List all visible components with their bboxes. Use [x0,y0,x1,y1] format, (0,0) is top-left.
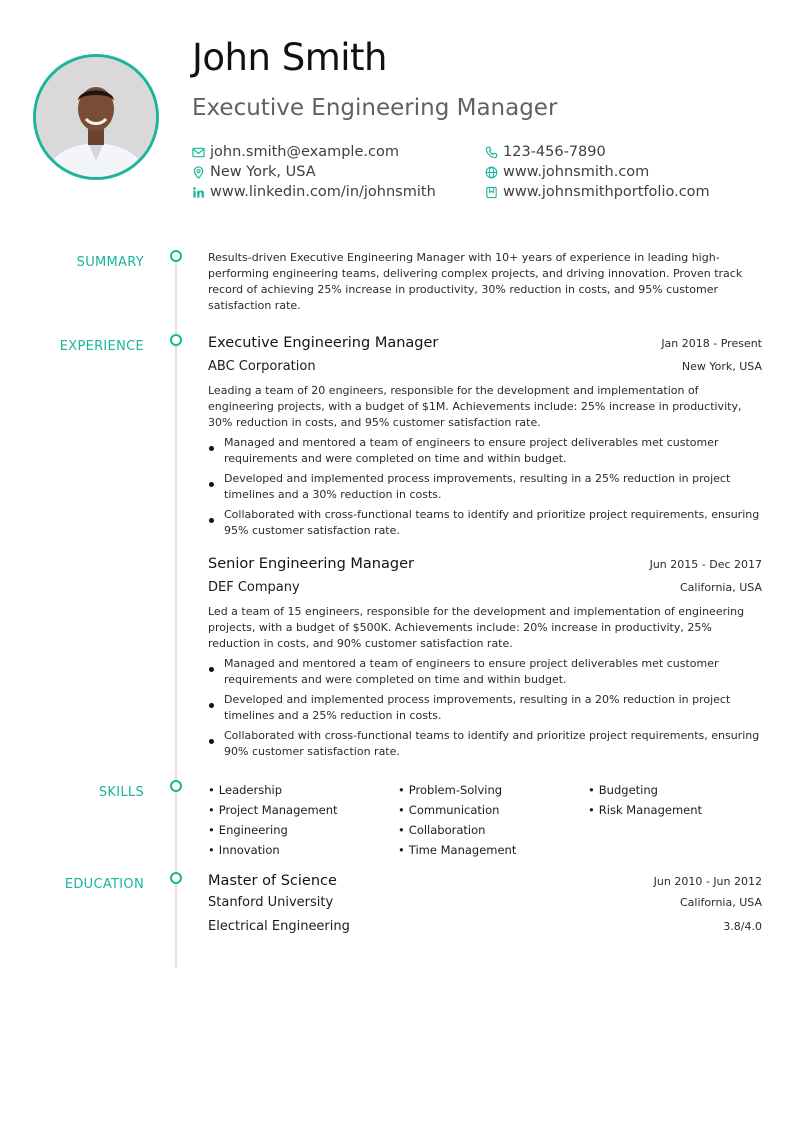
profile-photo [33,54,159,180]
job-bullets [208,656,762,760]
job-bullets [208,435,762,539]
skill-item: • Budgeting [588,780,702,800]
skill-item: • Problem-Solving [398,780,516,800]
job-bullet: Collaborated with cross-functional teams to identify and prioritize project requirements, ensuring 95% customer satisfaction rate. [208,507,762,539]
education-school: Stanford University [208,895,334,910]
job-company: DEF Company [208,580,300,595]
skill-item: • Leadership [208,780,338,800]
section-label-experience: EXPERIENCE [59,339,144,354]
timeline-dot-education [170,872,182,884]
skills-column-3 [588,780,702,820]
skill-item: • Innovation [208,840,338,860]
bookmark-icon [485,186,498,199]
experience-job-1 [208,335,762,543]
summary-section [208,250,762,314]
job-title: Executive Engineering Manager [192,95,558,121]
job-role: Executive Engineering Manager [208,335,439,351]
phone-icon [485,146,498,159]
job-bullet: Developed and implemented process improvements, resulting in a 20% reduction in project timelines and a 25% reduction in costs. [208,692,762,724]
skill-item: • Collaboration [398,820,516,840]
contact-phone[interactable] [485,142,606,162]
education-gpa: 3.8/4.0 [723,920,762,933]
timeline-dot-experience [170,334,182,346]
education-degree: Master of Science [208,873,337,889]
job-location: New York, USA [681,360,762,373]
skill-item: • Project Management [208,800,338,820]
full-name: John Smith [192,36,387,79]
job-bullet: Managed and mentored a team of engineers to ensure project deliverables met customer requirements and were completed on time and within budget. [208,656,762,688]
skill-item: • Risk Management [588,800,702,820]
person-portrait-icon [36,57,156,177]
job-bullet: Collaborated with cross-functional teams to identify and prioritize project requirements, ensuring 90% customer satisfaction rate. [208,728,762,760]
contact-location [192,162,316,182]
job-dates: Jun 2015 - Dec 2017 [649,558,762,571]
skills-column-2 [398,780,516,860]
education-field: Electrical Engineering [208,919,350,934]
job-role: Senior Engineering Manager [208,556,414,572]
location-pin-icon [192,166,205,179]
portfolio-text: www.johnsmithportfolio.com [503,184,710,200]
skill-item: • Communication [398,800,516,820]
linkedin-icon [192,186,205,199]
timeline-line [175,256,177,968]
section-label-summary: SUMMARY [76,255,144,270]
job-bullet: Managed and mentored a team of engineers to ensure project deliverables met customer requirements and were completed on time and within budget. [208,435,762,467]
timeline-dot-skills [170,780,182,792]
skill-item: • Time Management [398,840,516,860]
job-bullet: Developed and implemented process improvements, resulting in a 25% reduction in project timelines and a 30% reduction in costs. [208,471,762,503]
job-description: Leading a team of 20 engineers, responsible for the development and implementation of engineering projects, with a budget of $1M. Achievements include: 25% increase in productivity, 30% reduction in costs, and 95% customer satisfaction rate. [208,384,742,429]
contact-linkedin[interactable] [192,182,436,202]
timeline-dot-summary [170,250,182,262]
phone-text: 123-456-7890 [503,144,606,160]
email-text: john.smith@example.com [210,144,399,160]
job-description: Led a team of 15 engineers, responsible for the development and implementation of engineering projects, with a budget of $500K. Achievements include: 20% increase in productivity, 25% reduction in costs, and 90% customer satisfaction rate. [208,605,745,650]
section-label-education: EDUCATION [64,877,144,892]
location-text: New York, USA [210,164,316,180]
contact-website[interactable] [485,162,649,182]
job-location: California, USA [680,581,762,594]
globe-icon [485,166,498,179]
education-dates: Jun 2010 - Jun 2012 [653,875,762,888]
experience-job-2 [208,556,762,764]
section-label-skills: SKILLS [98,785,144,800]
mail-icon [192,146,205,159]
skill-item: • Engineering [208,820,338,840]
education-section [208,873,762,941]
contact-email[interactable] [192,142,399,162]
linkedin-text: www.linkedin.com/in/johnsmith [210,184,436,200]
education-location: California, USA [680,896,762,909]
summary-text: Results-driven Executive Engineering Manager with 10+ years of experience in leading high-performing engineering teams, delivering complex projects, and driving innovation. Proven track record of achieving 25% increase in productivity, 30% reduction in costs, and 95% customer satisfaction rate. [208,251,743,312]
website-text: www.johnsmith.com [503,164,650,180]
job-dates: Jan 2018 - Present [661,337,762,350]
skills-column-1 [208,780,338,860]
job-company: ABC Corporation [208,359,316,374]
contact-portfolio[interactable] [485,182,710,202]
